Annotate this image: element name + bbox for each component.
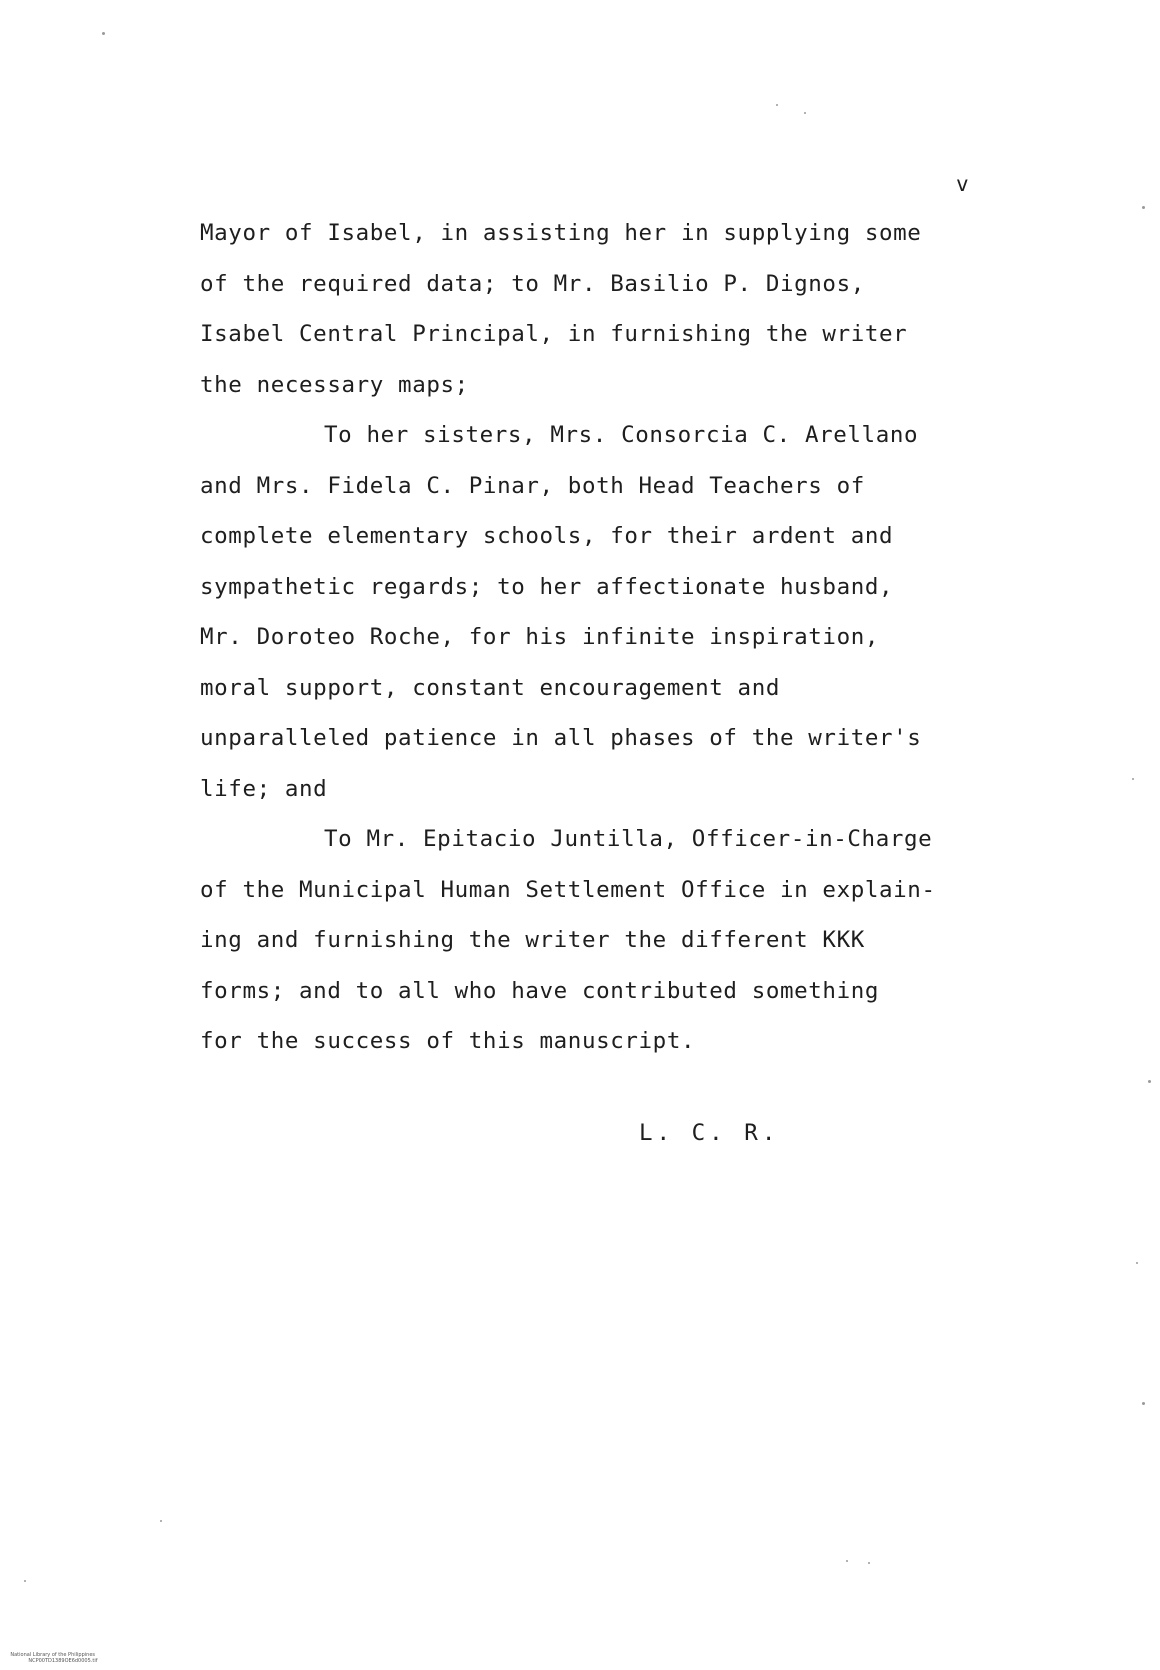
paragraph-first-line: To her sisters, Mrs. Consorcia C. Arellano bbox=[324, 422, 919, 448]
scan-speck bbox=[102, 32, 105, 35]
scan-speck bbox=[776, 104, 778, 106]
scan-speck bbox=[24, 1580, 26, 1582]
text-line: the necessary maps; bbox=[200, 371, 469, 398]
signature-initials: L. C. R. bbox=[639, 1120, 780, 1146]
paragraph-first-line: To Mr. Epitacio Juntilla, Officer-in-Charge bbox=[324, 826, 933, 852]
scan-speck bbox=[1142, 206, 1145, 209]
text-line: of the Municipal Human Settlement Office in explain- bbox=[200, 876, 936, 903]
text-line: forms; and to all who have contributed something bbox=[200, 977, 880, 1004]
scan-footer bbox=[4, 1646, 97, 1670]
scan-speck bbox=[846, 1560, 848, 1562]
text-line: for the success of this manuscript. bbox=[200, 1028, 696, 1054]
library-credit: National Library of the Philippines bbox=[10, 1652, 95, 1658]
text-line: ing and furnishing the writer the different KKK bbox=[200, 927, 865, 953]
scan-speck bbox=[804, 112, 806, 114]
text-line: Mayor of Isabel, in assisting her in supplying some bbox=[200, 220, 922, 246]
text-line: unparalleled patience in all phases of the writer's bbox=[200, 725, 922, 751]
text-line: moral support, constant encouragement and bbox=[200, 674, 780, 701]
text-line: of the required data; to Mr. Basilio P. Dignos, bbox=[200, 270, 865, 297]
text-line: life; and bbox=[200, 775, 328, 802]
file-identifier: NCP00TD1389OE6d0005.tif bbox=[28, 1658, 98, 1664]
scan-speck bbox=[1142, 1402, 1145, 1405]
scan-speck bbox=[1136, 1262, 1138, 1264]
text-line: Mr. Doroteo Roche, for his infinite inspiration, bbox=[200, 624, 880, 650]
text-line: complete elementary schools, for their ardent and bbox=[200, 523, 894, 549]
text-line: and Mrs. Fidela C. Pinar, both Head Teachers of bbox=[200, 472, 865, 499]
text-line: Isabel Central Principal, in furnishing the writer bbox=[200, 321, 908, 347]
scan-speck bbox=[160, 1520, 162, 1522]
scan-speck bbox=[868, 1562, 870, 1564]
scan-speck bbox=[1132, 778, 1134, 780]
scan-speck bbox=[1148, 1080, 1151, 1083]
acknowledgment-text bbox=[200, 218, 1020, 1077]
page-number: v bbox=[956, 172, 970, 196]
text-line: sympathetic regards; to her affectionate husband, bbox=[200, 573, 894, 600]
